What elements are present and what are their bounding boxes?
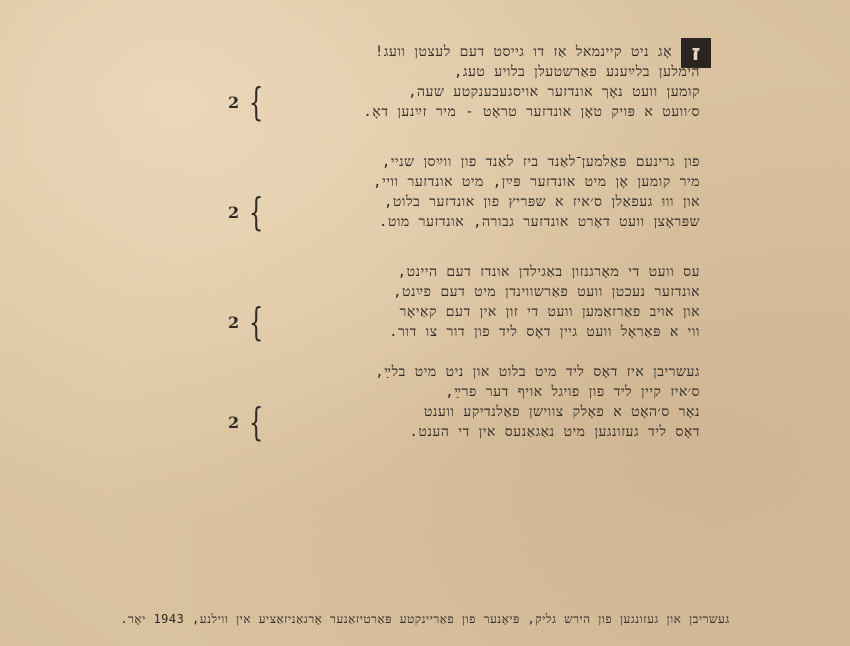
brace-icon: { xyxy=(248,80,264,124)
initial-letter-block: ז xyxy=(681,38,711,68)
brace-icon: { xyxy=(248,400,264,444)
repeat-marker xyxy=(228,82,278,122)
stanza-line: שפּראָצן וועט דאָרט אונדזער גבורה, אונדזער מוט. xyxy=(378,214,700,230)
stanza-line: דאָס ליד געזונגען מיט נאַגאַנעס אין די הענט. xyxy=(409,424,700,440)
stanza-line: נאָר ס׳האָט א פאָלק צווישן פאַלנדיקע ווענט xyxy=(423,404,700,420)
stanza-line: געשריבן איז דאָס ליד מיט בלוט און ניט מיט בלײַ, xyxy=(375,364,700,380)
stanza-line: אונדזער נעכטן וועט פאַרשווינדן מיט דעם פײַנט, xyxy=(393,284,700,300)
repeat-marker xyxy=(228,192,278,232)
stanza-line: קומען וועט נאָך אונדזער אויסגעבענקטע שעה, xyxy=(408,84,700,100)
repeat-marker xyxy=(228,402,278,442)
brace-icon: { xyxy=(248,190,264,234)
repeat-count: 2 xyxy=(228,312,240,332)
stanza-line: ס׳וועט א פּויק טאָן אונדזער טראָט - מיר זײַנען דאָ. xyxy=(363,104,700,120)
stanza-line: און וווּ געפאַלן ס׳איז א שפּריץ פון אונדזער בלוט, xyxy=(383,194,700,210)
brace-icon: { xyxy=(248,300,264,344)
repeat-count: 2 xyxy=(228,202,240,222)
stanza-line: אָג ניט קיינמאל אַז דו גייסט דעם לעצטן וועג! xyxy=(374,44,672,60)
stanza-3 xyxy=(228,262,700,344)
repeat-marker xyxy=(228,302,278,342)
stanza-line: און אויב פאַרזאַמען וועט די זון אין דעם קאַיאָר xyxy=(399,304,700,320)
stanza-line: ס׳איז קיין ליד פון פויגל אויף דער פרײַ, xyxy=(445,384,700,400)
stanza-line: ווי א פּאַראָל וועט גיין דאָס ליד פון דור צו דור. xyxy=(389,324,700,340)
stanza-line: עס וועט די מאָרגנזון באַגילדן אונדז דעם היינט, xyxy=(397,264,700,280)
stanza-line: הימלען בלײַענע פאַרשטעלן בלויע טעג, xyxy=(453,64,700,80)
stanza-line: פון גרינעם פּאַלמען־לאַנד ביז לאַנד פון ווײַסן שניי, xyxy=(381,154,700,170)
stanza-4 xyxy=(228,362,700,444)
stanza-1 xyxy=(228,42,700,124)
stanza-2 xyxy=(228,152,700,234)
repeat-count: 2 xyxy=(228,412,240,432)
attribution-footer: געשריבן און געזונגען פון הירש גליק, פּיאָנער פון פאַריינקטע פּאַרטיזאַנער אָרגאַניזאַציע אין ווילנע, 1943 יאָר. xyxy=(120,612,730,626)
stanza-line: מיר קומען אָן מיט אונדזער פּײַן, מיט אונדזער וויי, xyxy=(373,174,700,190)
repeat-count: 2 xyxy=(228,92,240,112)
